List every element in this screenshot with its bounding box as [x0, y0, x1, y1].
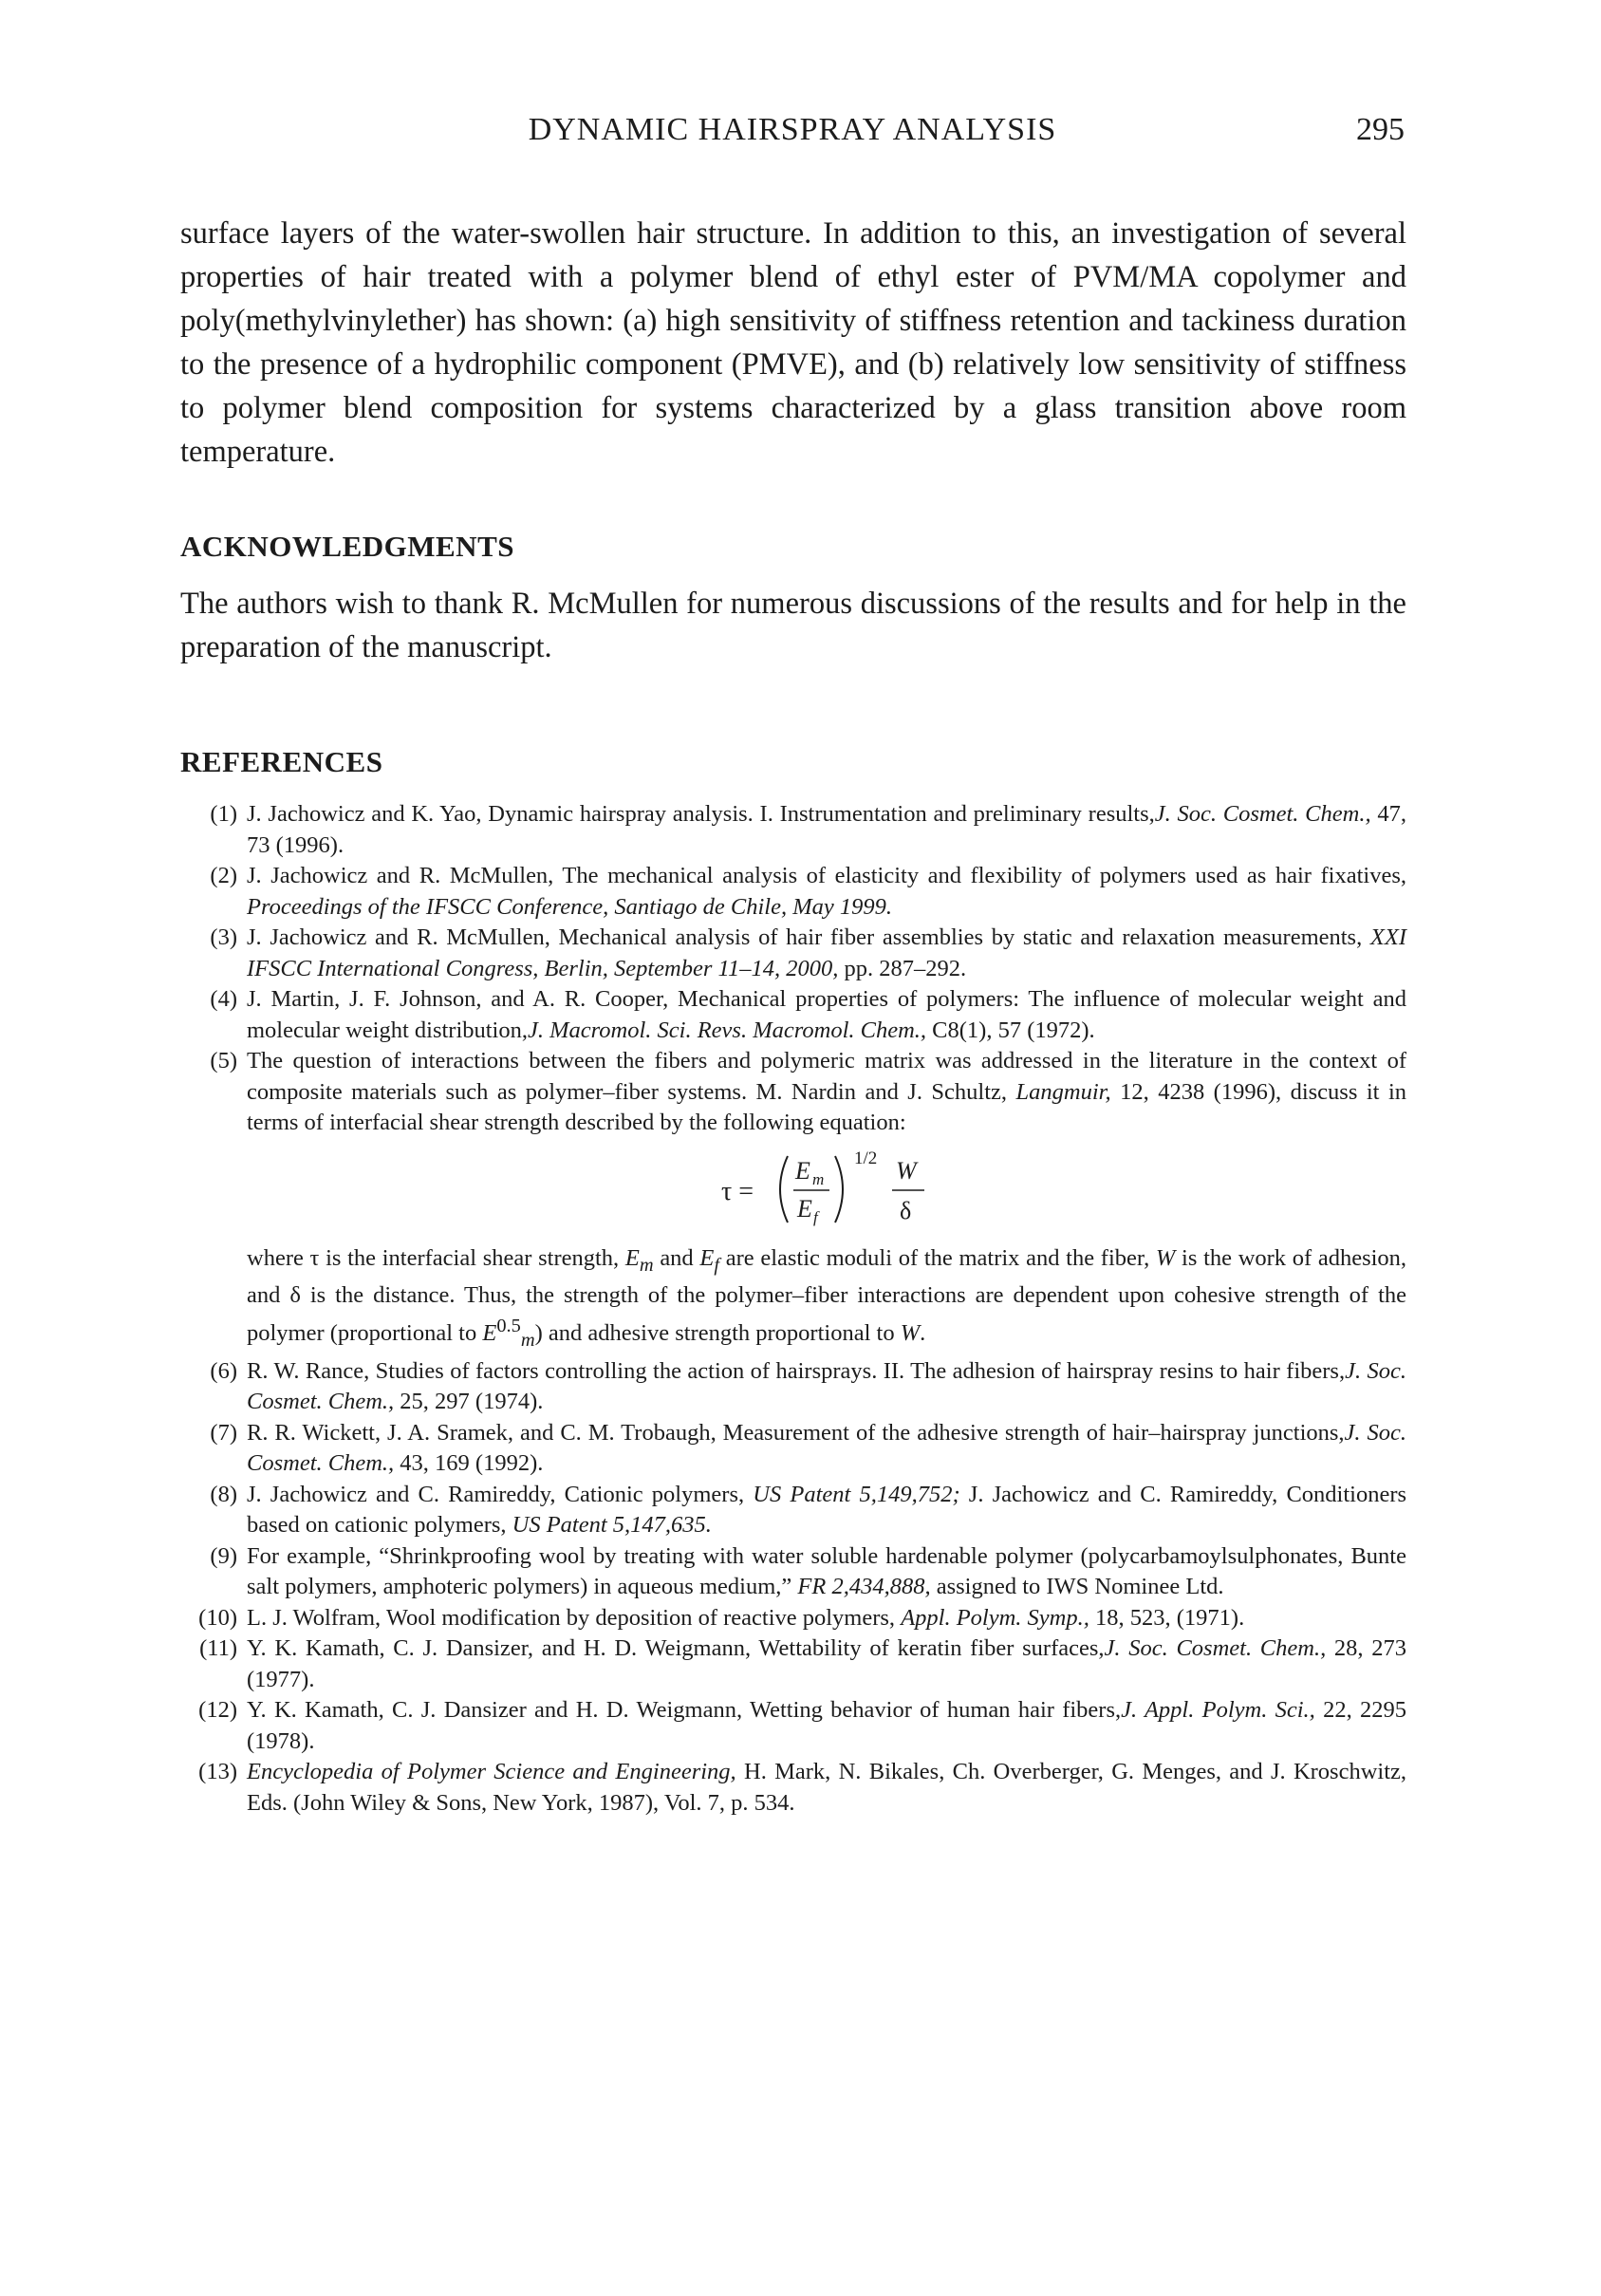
reference-text: J. Jachowicz and K. Yao, Dynamic hairspray analysis. I. Instrumentation and preliminary results, [247, 801, 1155, 827]
equation-exponent: 1/2 [854, 1148, 878, 1168]
reference-item [180, 1480, 1406, 1541]
journal-name: Appl. Polym. Symp., [901, 1604, 1089, 1631]
explanation-text: and [660, 1244, 694, 1271]
reference-citation: pp. 287–292. [844, 955, 967, 981]
right-paren [835, 1156, 843, 1223]
journal-name: J. Macromol. Sci. Revs. Macromol. Chem., [528, 1017, 927, 1043]
reference-text: J. Martin, J. F. Johnson, and A. R. Cooper, Mechanical properties of polymers: The influence of molecular weight and molecular weight distribution, [247, 986, 1406, 1043]
patent-number: US Patent 5,147,635. [512, 1512, 712, 1539]
reference-number: (1) [210, 801, 237, 827]
reference-citation: 47, 73 (1996). [247, 801, 1406, 858]
reference-citation: 12, 4238 (1996), discuss it in terms of interfacial shear strength described by the following equation: [247, 1078, 1407, 1135]
reference-text: J. Jachowicz and C. Ramireddy, Cationic polymers, [247, 1481, 745, 1507]
equation-w: W [896, 1156, 917, 1185]
equation-delta: δ [900, 1196, 912, 1224]
reference-number: (5) [210, 1048, 237, 1073]
explanation-text: are elastic moduli of the matrix and the fiber, [725, 1244, 1150, 1271]
reference-text: H. Mark, N. Bikales, Ch. Overberger, G. Menges, and J. Kroschwitz, Eds. (John Wiley & Sons, New York, 1987), Vol. 7, p. 534. [247, 1759, 1407, 1816]
reference-item [180, 1603, 1406, 1634]
symbol-ef: E [699, 1244, 715, 1271]
reference-citation: 28, 273 (1977). [247, 1635, 1407, 1692]
page-number: 295 [1356, 112, 1405, 147]
reference-number: (11) [199, 1635, 237, 1662]
reference-text: J. Jachowicz and R. McMullen, Mechanical analysis of hair fiber assemblies by static and relaxation measurements, [247, 924, 1363, 950]
symbol-em: E [482, 1320, 497, 1347]
equation-em: E [795, 1156, 810, 1185]
equation-tau: τ = [721, 1176, 754, 1206]
left-paren [780, 1156, 788, 1223]
explanation-text: ) and adhesive strength proportional to [534, 1320, 895, 1347]
journal-name: Langmuir, [1015, 1078, 1111, 1105]
equation-svg [247, 1139, 1406, 1243]
equation-ef-sub: f [813, 1207, 818, 1226]
reference-number: (4) [210, 986, 237, 1012]
equation-explanation [247, 1243, 1406, 1356]
intro-paragraph: surface layers of the water-swollen hair structure. In addition to this, an investigation of several properties of hair treated with a polymer blend of ethyl ester of PVM/MA copolymer and poly(methylvinylether) has shown: (a) high sensitivity of stiffness retention and tackiness duration to the presence of a hydrophilic component (PMVE), and (b) relatively low sensitivity of stiffness to polymer blend composition for systems characterized by a glass transition above room temperature. [180, 216, 1406, 469]
reference-number: (9) [210, 1542, 237, 1569]
reference-text: R. R. Wickett, J. A. Sramek, and C. M. Trobaugh, Measurement of the adhesive strength of hair–hairspray junctions, [247, 1419, 1345, 1446]
reference-number: (10) [198, 1604, 237, 1631]
reference-number: (13) [198, 1759, 237, 1785]
reference-item [180, 799, 1406, 861]
reference-item [180, 1418, 1406, 1480]
reference-item [180, 1757, 1406, 1819]
journal-name: J. Soc. Cosmet. Chem., [1154, 801, 1371, 827]
reference-text: Y. K. Kamath, C. J. Dansizer, and H. D. Weigmann, Wettability of keratin fiber surfaces, [247, 1635, 1105, 1662]
references-list [180, 799, 1406, 1819]
acknowledgments-text: The authors wish to thank R. McMullen for numerous discussions of the results and for help in the preparation of the manuscript. [180, 587, 1406, 664]
reference-text: The question of interactions between the fibers and polymeric matrix was addressed in the literature in the context of composite materials such as polymer–fiber systems. M. Nardin and J. Schultz, [247, 1048, 1406, 1105]
journal-name: Proceedings of the IFSCC Conference, Santiago de Chile, May 1999. [247, 893, 892, 920]
reference-citation: 18, 523, (1971). [1095, 1604, 1245, 1631]
journal-name: XXI IFSCC International Congress, Berlin, September 11–14, 2000, [247, 924, 1407, 981]
reference-item [180, 1046, 1406, 1356]
reference-text: J. Jachowicz and R. McMullen, The mechanical analysis of elasticity and flexibility of polymers used as hair fixatives, [247, 863, 1406, 888]
reference-citation: assigned to IWS Nominee Ltd. [936, 1574, 1224, 1600]
reference-citation: 25, 297 (1974). [400, 1389, 544, 1415]
reference-item [180, 1633, 1406, 1695]
reference-number: (7) [210, 1419, 237, 1446]
journal-name: J. Appl. Polym. Sci., [1121, 1697, 1315, 1724]
page-header [180, 112, 1405, 154]
reference-item [180, 984, 1406, 1046]
book-title: Encyclopedia of Polymer Science and Engineering, [247, 1759, 736, 1785]
equation-em-sub: m [812, 1169, 825, 1188]
reference-item [180, 923, 1406, 984]
journal-name: J. Soc. Cosmet. Chem., [247, 1357, 1406, 1415]
reference-item [180, 1695, 1406, 1757]
reference-text: J. Jachowicz and C. Ramireddy, Conditioners based on cationic polymers, [247, 1481, 1407, 1539]
reference-number: (12) [198, 1697, 237, 1724]
acknowledgments-heading: ACKNOWLEDGMENTS [180, 530, 514, 563]
symbol-em: E [624, 1244, 640, 1271]
symbol-em-sub: m [520, 1330, 535, 1352]
reference-item [180, 1356, 1406, 1418]
journal-name: J. Soc. Cosmet. Chem., [247, 1419, 1407, 1477]
patent-number: FR 2,434,888, [797, 1574, 931, 1600]
symbol-exponent: 0.5 [496, 1316, 521, 1337]
shear-strength-equation [247, 1139, 1406, 1243]
running-title: DYNAMIC HAIRSPRAY ANALYSIS [528, 112, 1057, 147]
explanation-text: is the work of adhesion, and δ is the distance. Thus, the strength of the polymer–fiber interactions are dependent upon cohesive strength of the polymer (proportional to [247, 1244, 1407, 1347]
reference-text: For example, “Shrinkproofing wool by treating with water soluble hardenable polymer (polycarbamoylsulphonates, Bunte salt polymers, amphoteric polymers) in aqueous medium,” [247, 1542, 1406, 1600]
reference-number: (2) [210, 863, 237, 888]
reference-text: Y. K. Kamath, C. J. Dansizer and H. D. Weigmann, Wetting behavior of human hair fibers, [247, 1697, 1122, 1724]
symbol-em-sub: m [639, 1254, 654, 1276]
equation-ef: E [797, 1194, 812, 1223]
reference-citation: C8(1), 57 (1972). [932, 1017, 1095, 1043]
patent-number: US Patent 5,149,752; [753, 1481, 960, 1507]
reference-citation: 43, 169 (1992). [400, 1450, 544, 1477]
reference-item [180, 861, 1406, 923]
reference-number: (3) [210, 924, 237, 950]
explanation-text: . [920, 1320, 926, 1347]
references-heading: REFERENCES [180, 745, 383, 778]
reference-text: L. J. Wolfram, Wool modification by deposition of reactive polymers, [247, 1604, 896, 1631]
reference-citation: 22, 2295 (1978). [247, 1697, 1406, 1754]
journal-name: J. Soc. Cosmet. Chem., [1104, 1635, 1327, 1662]
symbol-ef-sub: f [714, 1254, 720, 1276]
symbol-w: W [1155, 1244, 1176, 1271]
reference-number: (6) [210, 1357, 237, 1384]
explanation-text: where τ is the interfacial shear strength, [247, 1244, 620, 1271]
symbol-w: W [900, 1320, 921, 1347]
reference-item [180, 1541, 1406, 1603]
reference-text: R. W. Rance, Studies of factors controlling the action of hairsprays. II. The adhesion of hairspray resins to hair fibers, [247, 1357, 1346, 1384]
reference-number: (8) [210, 1481, 237, 1507]
